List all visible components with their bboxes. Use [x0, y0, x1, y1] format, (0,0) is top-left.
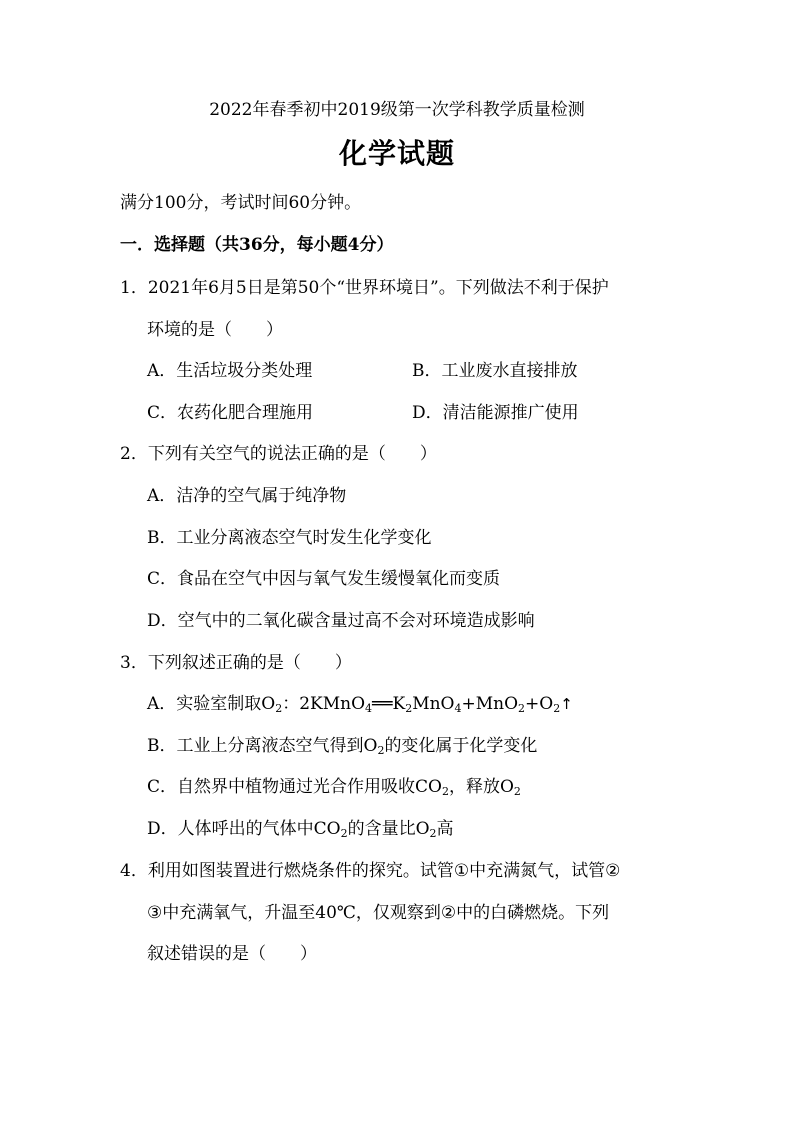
q3-option-c — [147, 775, 521, 799]
q2-option-d: D．空气中的二氧化碳含量过高不会对环境造成影响 — [147, 611, 535, 631]
circled-one-icon: ① — [453, 861, 470, 881]
text-span: 的含量比O — [347, 819, 430, 839]
subscript: 4 — [365, 702, 373, 715]
q2-option-b: B．工业分离液态空气时发生化学变化 — [147, 528, 432, 548]
subscript: 2 — [441, 785, 449, 798]
text-span: 中充满氧气，升温至40℃，仅观察到 — [162, 903, 441, 923]
exam-title: 化学试题 — [338, 137, 455, 170]
text-span: ══K — [372, 694, 406, 714]
q2-stem: 2．下列有关空气的说法正确的是（ ） — [120, 444, 437, 464]
text-span: D．人体呼出的气体中CO — [147, 819, 341, 839]
text-span: 4．利用如图装置进行燃烧条件的探究。试管 — [120, 861, 454, 881]
subscript: 2 — [518, 702, 526, 715]
subscript: 2 — [340, 827, 348, 840]
circled-three-icon: ③ — [147, 903, 163, 923]
text-span: ，释放O — [448, 777, 514, 797]
subscript: 4 — [454, 702, 462, 715]
text-span: +MnO — [461, 694, 519, 714]
text-span: A．实验室制取O — [147, 694, 276, 714]
subscript: 2 — [429, 827, 437, 840]
subscript: 2 — [275, 702, 283, 715]
section-heading: 一．选择题（共36分，每小题4分） — [120, 235, 394, 255]
q2-option-a: A．洁净的空气属于纯净物 — [147, 486, 347, 506]
q3-stem: 3．下列叙述正确的是（ ） — [120, 653, 352, 673]
text-span: 的变化属于化学变化 — [384, 736, 538, 756]
exam-info: 满分100分，考试时间60分钟。 — [120, 193, 362, 213]
text-span: +O — [525, 694, 554, 714]
q4-stem-line1 — [120, 859, 620, 883]
exam-subtitle: 2022年春季初中2019级第一次学科教学质量检测 — [209, 100, 585, 120]
subscript: 2 — [553, 702, 561, 715]
q1-option-c: C．农药化肥合理施用 — [147, 403, 314, 423]
text-span: C．自然界中植物通过光合作用吸收CO — [147, 777, 442, 797]
q2-option-c: C．食品在空气中因与氧气发生缓慢氧化而变质 — [147, 569, 501, 589]
q4-stem-line2 — [147, 901, 609, 925]
subscript: 2 — [405, 702, 413, 715]
text-span: MnO — [412, 694, 455, 714]
text-span: 高 — [436, 819, 454, 839]
gas-arrow-icon: ↑ — [560, 695, 573, 713]
q1-stem-line1: 1．2021年6月5日是第50个“世界环境日”。下列做法不利于保护 — [120, 278, 609, 298]
text-span: B．工业上分离液态空气得到O — [147, 736, 378, 756]
q3-option-a — [147, 692, 573, 716]
q1-stem-line2: 环境的是（ ） — [147, 320, 283, 340]
text-span: 中的白磷燃烧。下列 — [456, 903, 610, 923]
subscript: 2 — [377, 744, 385, 757]
q1-option-a: A．生活垃圾分类处理 — [147, 361, 313, 381]
q4-stem-line3: 叙述错误的是（ ） — [147, 944, 317, 964]
text-span: 中充满氮气，试管 — [469, 861, 606, 881]
q1-option-b: B．工业废水直接排放 — [412, 361, 578, 381]
circled-two-icon: ② — [440, 903, 457, 923]
q3-option-d — [147, 817, 454, 841]
q3-option-b — [147, 734, 537, 758]
q1-option-d: D．清洁能源推广使用 — [412, 403, 579, 423]
subscript: 2 — [513, 785, 521, 798]
text-span: ：2KMnO — [282, 694, 366, 714]
circled-two-icon: ② — [605, 861, 621, 881]
